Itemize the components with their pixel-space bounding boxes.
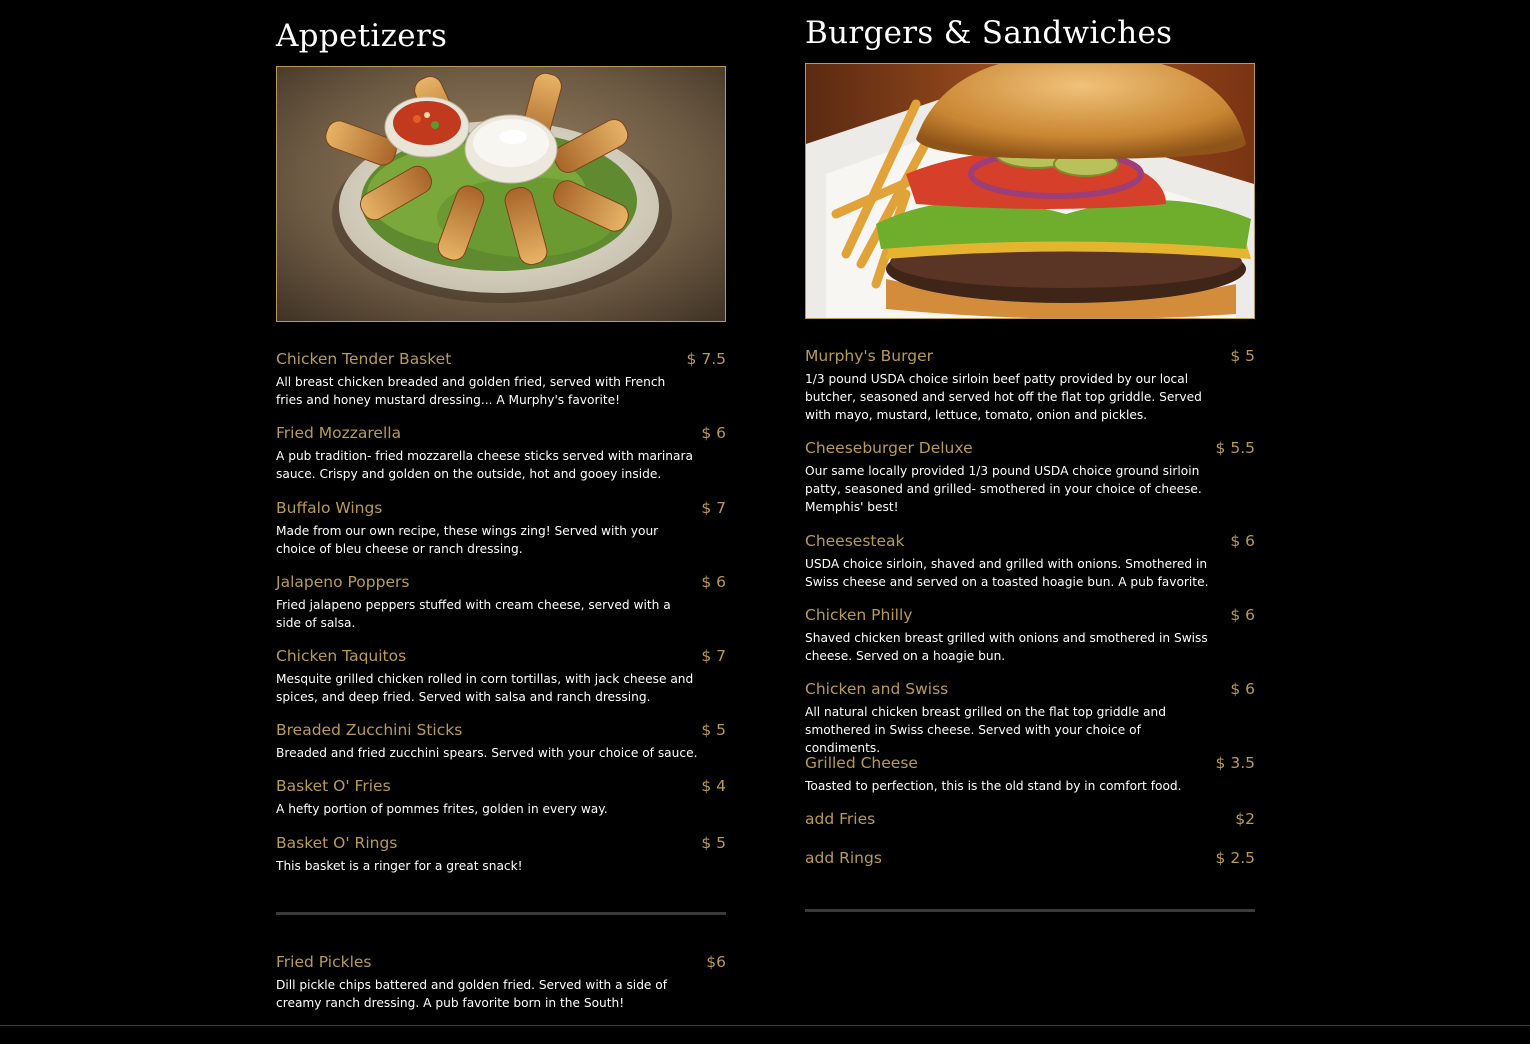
item-description: Dill pickle chips battered and golden fried. Served with a side of creamy ranch dressing. A pub favorite born in the South! bbox=[276, 978, 668, 1010]
item-description: All breast chicken breaded and golden fried, served with French fries and honey mustard dressing... A Murphy's favorite! bbox=[276, 375, 666, 407]
item-price: $ 5 bbox=[1230, 347, 1255, 365]
item-name: Chicken Tender Basket bbox=[276, 350, 452, 368]
item-description: A pub tradition- fried mozzarella cheese sticks served with marinara sauce. Crispy and golden on the outside, hot and gooey inside. bbox=[276, 449, 693, 481]
section-divider bbox=[805, 909, 1255, 912]
burgers-photo bbox=[805, 63, 1255, 319]
item-name: Basket O' Rings bbox=[276, 834, 398, 852]
item-price: $ 5.5 bbox=[1215, 439, 1255, 457]
item-name: Chicken Philly bbox=[805, 606, 913, 624]
item-name: Fried Pickles bbox=[276, 953, 372, 971]
item-price: $ 7.5 bbox=[686, 350, 726, 368]
item-name: Fried Mozzarella bbox=[276, 424, 402, 442]
item-price: $ 7 bbox=[701, 647, 726, 665]
item-price: $ 4 bbox=[701, 777, 726, 795]
item-name: Grilled Cheese bbox=[805, 754, 918, 772]
item-name: Cheesesteak bbox=[805, 532, 905, 550]
item-description: Mesquite grilled chicken rolled in corn tortillas, with jack cheese and spices, and deep fried. Served with salsa and ranch dressing. bbox=[276, 672, 694, 704]
item-description: Our same locally provided 1/3 pound USDA choice ground sirloin patty, seasoned and grilled- smothered in your choice of cheese. Memphis' best! bbox=[805, 464, 1202, 514]
burgers-title: Burgers & Sandwiches bbox=[805, 15, 1173, 51]
item-name: Buffalo Wings bbox=[276, 499, 383, 517]
item-price: $ 5 bbox=[701, 721, 726, 739]
addon-name: add Rings bbox=[805, 849, 882, 867]
item-price: $ 5 bbox=[701, 834, 726, 852]
item-name: Cheeseburger Deluxe bbox=[805, 439, 973, 457]
item-description: Breaded and fried zucchini spears. Served with your choice of sauce. bbox=[276, 746, 698, 760]
item-name: Chicken Taquitos bbox=[276, 647, 407, 665]
item-description: All natural chicken breast grilled on the flat top griddle and smothered in Swiss cheese. Served with your choice of condiments. bbox=[805, 705, 1166, 755]
item-description: USDA choice sirloin, shaved and grilled with onions. Smothered in Swiss cheese and served on a toasted hoagie bun. A pub favorite. bbox=[805, 557, 1209, 589]
section-divider bbox=[276, 912, 726, 915]
item-description: Made from our own recipe, these wings zing! Served with your choice of bleu cheese or ranch dressing. bbox=[276, 524, 659, 556]
addon-price: $ 2.5 bbox=[1215, 849, 1255, 867]
addon-name: add Fries bbox=[805, 810, 876, 828]
item-description: Toasted to perfection, this is the old stand by in comfort food. bbox=[805, 779, 1182, 793]
item-price: $ 6 bbox=[701, 424, 726, 442]
item-price: $ 3.5 bbox=[1215, 754, 1255, 772]
item-name: Jalapeno Poppers bbox=[276, 573, 410, 591]
appetizers-photo bbox=[276, 66, 726, 322]
addon-price: $2 bbox=[1235, 810, 1255, 828]
item-price: $6 bbox=[706, 953, 726, 971]
item-description: A hefty portion of pommes frites, golden in every way. bbox=[276, 802, 608, 816]
item-name: Chicken and Swiss bbox=[805, 680, 949, 698]
item-name: Basket O' Fries bbox=[276, 777, 391, 795]
item-price: $ 6 bbox=[1230, 532, 1255, 550]
item-price: $ 6 bbox=[701, 573, 726, 591]
item-description: 1/3 pound USDA choice sirloin beef patty provided by our local butcher, seasoned and served hot off the flat top griddle. Served with mayo, mustard, lettuce, tomato, onion and pickles. bbox=[805, 372, 1202, 422]
footer-divider bbox=[0, 1025, 1530, 1026]
item-price: $ 6 bbox=[1230, 680, 1255, 698]
item-description: This basket is a ringer for a great snack! bbox=[276, 859, 523, 873]
item-name: Breaded Zucchini Sticks bbox=[276, 721, 463, 739]
item-price: $ 7 bbox=[701, 499, 726, 517]
item-description: Fried jalapeno peppers stuffed with cream cheese, served with a side of salsa. bbox=[276, 598, 671, 630]
item-description: Shaved chicken breast grilled with onions and smothered in Swiss cheese. Served on a hoagie bun. bbox=[805, 631, 1208, 663]
item-price: $ 6 bbox=[1230, 606, 1255, 624]
appetizers-title: Appetizers bbox=[276, 18, 448, 54]
item-name: Murphy's Burger bbox=[805, 347, 933, 365]
